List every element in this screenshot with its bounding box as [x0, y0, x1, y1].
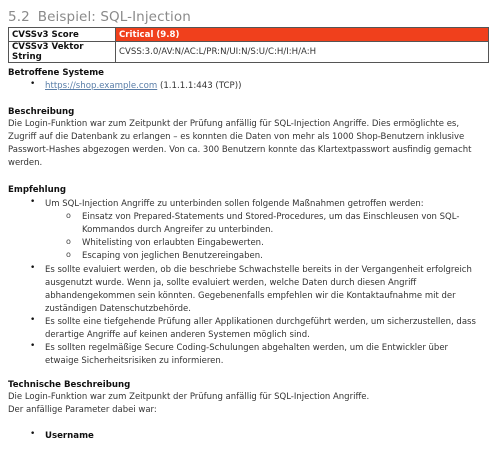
- affected-system-link[interactable]: https://shop.example.com: [45, 81, 158, 91]
- recommendation-item: [45, 342, 495, 368]
- report-page: [8, 0, 492, 441]
- technical-heading: Technische Beschreibung: [8, 380, 131, 390]
- recommendation-line: Whitelisting von erlaubten Eingabewerten.: [82, 238, 264, 248]
- description-text: [8, 118, 488, 170]
- recommendation-line: Es sollten regelmäßige Secure Coding-Schulungen abgehalten werden, um die Entwickler über: [45, 343, 449, 353]
- cvss-score-label: CVSSv3 Score: [9, 28, 116, 42]
- recommendation-heading: Empfehlung: [8, 185, 66, 195]
- technical-line: Die Login-Funktion war zum Zeitpunkt der Prüfung anfällig für SQL-Injection Angriffe.: [8, 392, 370, 402]
- cvss-vector-value: CVSS:3.0/AV:N/AC:L/PR:N/UI:N/S:U/C:H/I:H/A:H: [116, 42, 489, 63]
- recommendation-line: zuständigen Datenschutzbehörde.: [45, 304, 191, 314]
- bullet-dot: •: [30, 315, 36, 325]
- recommendation-item: [45, 198, 495, 211]
- recommendation-line: etwaige Sicherheitsrisiken zu informieren.: [45, 356, 224, 366]
- sub-bullet-circle: o: [66, 237, 71, 246]
- description-heading: Beschreibung: [8, 107, 75, 117]
- description-line: werden.: [8, 158, 43, 168]
- affected-system-item: [45, 81, 241, 91]
- description-line: Zugriff auf die Datenbank zu erlangen – es konnten die Daten von mehr als 1000 Shop-Benutzern inklusive: [8, 132, 465, 142]
- cvss-vector-label: CVSSv3 Vektor String: [9, 42, 116, 63]
- recommendation-line: ausgenutzt wurde. Wenn ja, sollte evaluiert werden, welche Daten durch diesen Angriff: [45, 278, 417, 288]
- recommendation-line: Kommandos durch Angreifer zu unterbinden.: [82, 225, 274, 235]
- cvss-score-row: [9, 28, 489, 42]
- section-title: Beispiel: SQL-Injection: [37, 9, 191, 25]
- recommendation-line: Es sollte evaluiert werden, ob die beschriebe Schwachstelle bereits in der Vergangenheit erfolgreich: [45, 265, 472, 275]
- bullet-dot: •: [30, 79, 36, 89]
- recommendation-line: Escaping von jeglichen Benutzereingaben.: [82, 251, 263, 261]
- recommendation-sub-item: [82, 250, 492, 263]
- technical-text: [8, 391, 488, 417]
- sub-bullet-circle: o: [66, 211, 71, 220]
- description-line: Passwort-Hashes abgezogen werden. Von ca. 300 Benutzern konnte das Klartextpasswort ausfindig gemacht: [8, 145, 472, 155]
- cvss-score-value: Critical (9.8): [116, 28, 489, 42]
- recommendation-sub-item: [82, 237, 492, 250]
- sub-bullet-circle: o: [66, 250, 71, 259]
- recommendation-line: Um SQL-Injection Angriffe zu unterbinden sollen folgende Maßnahmen getroffen werden:: [45, 199, 424, 209]
- description-line: Die Login-Funktion war zum Zeitpunkt der Prüfung anfällig für SQL-Injection Angriffe. Dies ermöglichte es,: [8, 119, 460, 129]
- recommendation-item: [45, 316, 495, 342]
- bullet-dot: •: [30, 429, 36, 439]
- cvss-vector-row: [9, 42, 489, 63]
- cvss-table: [8, 27, 489, 63]
- recommendation-line: Es sollte eine tiefgehende Prüfung aller Applikationen durchgeführt werden, um sicherzustellen, dass: [45, 317, 476, 327]
- section-number: 5.2: [8, 9, 30, 25]
- affected-heading: Betroffene Systeme: [8, 68, 104, 78]
- recommendation-line: derartige Angriffe auf keinen anderen Systemen möglich sind.: [45, 330, 310, 340]
- recommendation-item: [45, 264, 495, 316]
- recommendation-sub-item: [82, 211, 492, 237]
- recommendation-line: abhandengekommen sein könnten. Gegebenenfalls empfehlen wir die Kontaktaufnahme mit der: [45, 291, 456, 301]
- bullet-dot: •: [30, 197, 36, 207]
- bullet-dot: •: [30, 341, 36, 351]
- recommendation-line: Einsatz von Prepared-Statements und Stored-Procedures, um das Einschleusen von SQL-: [82, 212, 460, 222]
- technical-line: Der anfällige Parameter dabei war:: [8, 405, 157, 415]
- vulnerable-parameter: Username: [45, 431, 94, 441]
- affected-system-address: (1.1.1.1:443 (TCP)): [159, 81, 242, 91]
- section-heading: [8, 9, 492, 27]
- bullet-dot: •: [30, 263, 36, 273]
